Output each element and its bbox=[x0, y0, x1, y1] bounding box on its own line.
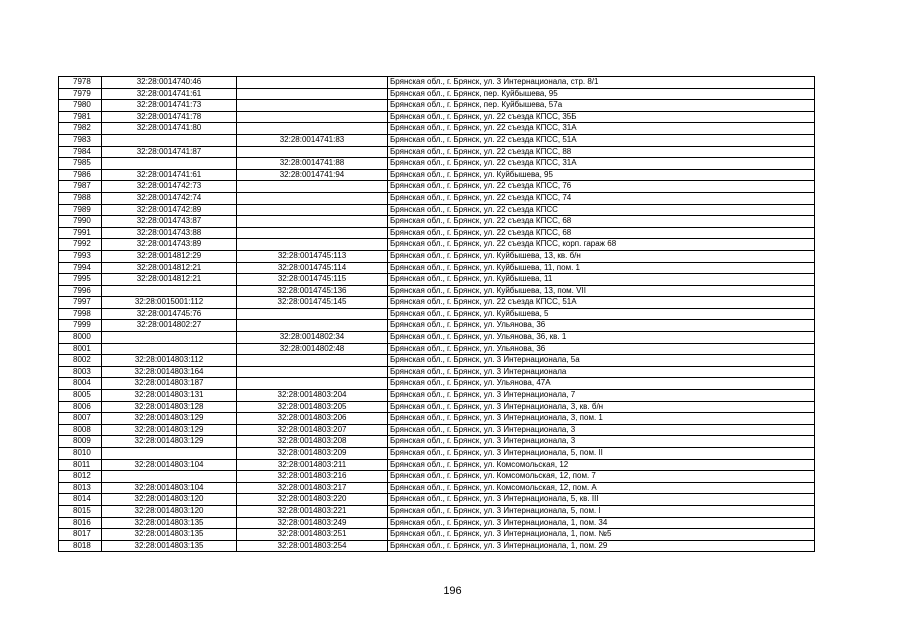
cadastral-number-cell: 32:28:0014803:129 bbox=[102, 424, 237, 436]
row-number-cell: 8009 bbox=[59, 436, 102, 448]
address-cell: Брянская обл., г. Брянск, ул. 3 Интернационала, 3 bbox=[388, 436, 815, 448]
table-row bbox=[59, 192, 815, 204]
table-row bbox=[59, 505, 815, 517]
object-cadastral-number-cell: 32:28:0014745:145 bbox=[237, 297, 388, 309]
table-row bbox=[59, 146, 815, 158]
address-cell: Брянская обл., г. Брянск, ул. 3 Интернационала, стр. 8/1 bbox=[388, 77, 815, 89]
address-cell: Брянская обл., г. Брянск, ул. 22 съезда КПСС, 68 bbox=[388, 216, 815, 228]
row-number-cell: 7999 bbox=[59, 320, 102, 332]
object-cadastral-number-cell bbox=[237, 366, 388, 378]
cadastral-number-cell: 32:28:0014743:88 bbox=[102, 227, 237, 239]
object-cadastral-number-cell: 32:28:0014803:208 bbox=[237, 436, 388, 448]
object-cadastral-number-cell bbox=[237, 123, 388, 135]
cadastral-number-cell: 32:28:0014742:74 bbox=[102, 192, 237, 204]
object-cadastral-number-cell bbox=[237, 100, 388, 112]
address-cell: Брянская обл., г. Брянск, ул. Ульянова, 47А bbox=[388, 378, 815, 390]
address-cell: Брянская обл., г. Брянск, ул. Куйбышева, 13, кв. б/н bbox=[388, 250, 815, 262]
table-row bbox=[59, 100, 815, 112]
cadastral-number-cell bbox=[102, 448, 237, 460]
object-cadastral-number-cell: 32:28:0014803:204 bbox=[237, 390, 388, 402]
address-cell: Брянская обл., г. Брянск, ул. 3 Интернационала, 7 bbox=[388, 390, 815, 402]
address-cell: Брянская обл., г. Брянск, ул. 3 Интернационала, 3, пом. 1 bbox=[388, 413, 815, 425]
address-cell: Брянская обл., г. Брянск, ул. 3 Интернационала, 5, кв. III bbox=[388, 494, 815, 506]
object-cadastral-number-cell: 32:28:0014803:254 bbox=[237, 540, 388, 552]
row-number-cell: 7988 bbox=[59, 192, 102, 204]
cadastral-number-cell: 32:28:0014803:104 bbox=[102, 459, 237, 471]
cadastral-number-cell: 32:28:0014803:129 bbox=[102, 436, 237, 448]
object-cadastral-number-cell bbox=[237, 181, 388, 193]
object-cadastral-number-cell bbox=[237, 227, 388, 239]
table-row bbox=[59, 123, 815, 135]
object-cadastral-number-cell: 32:28:0014803:206 bbox=[237, 413, 388, 425]
object-cadastral-number-cell: 32:28:0014741:94 bbox=[237, 169, 388, 181]
table-row bbox=[59, 343, 815, 355]
object-cadastral-number-cell bbox=[237, 216, 388, 228]
cadastral-number-cell: 32:28:0014803:135 bbox=[102, 517, 237, 529]
object-cadastral-number-cell: 32:28:0014802:48 bbox=[237, 343, 388, 355]
address-cell: Брянская обл., г. Брянск, ул. 22 съезда КПСС, 74 bbox=[388, 192, 815, 204]
table-row bbox=[59, 436, 815, 448]
row-number-cell: 7982 bbox=[59, 123, 102, 135]
cadastral-number-cell: 32:28:0014741:73 bbox=[102, 100, 237, 112]
table-row bbox=[59, 540, 815, 552]
cadastral-number-cell: 32:28:0014741:78 bbox=[102, 111, 237, 123]
object-cadastral-number-cell: 32:28:0014741:88 bbox=[237, 158, 388, 170]
table-row bbox=[59, 297, 815, 309]
address-cell: Брянская обл., г. Брянск, пер. Куйбышева, 57а bbox=[388, 100, 815, 112]
object-cadastral-number-cell: 32:28:0014803:221 bbox=[237, 505, 388, 517]
address-cell: Брянская обл., г. Брянск, пер. Куйбышева, 95 bbox=[388, 88, 815, 100]
page-number: 196 bbox=[443, 585, 462, 597]
cadastral-number-cell: 32:28:0015001:112 bbox=[102, 297, 237, 309]
object-cadastral-number-cell bbox=[237, 192, 388, 204]
address-cell: Брянская обл., г. Брянск, ул. Комсомольская, 12, пом. А bbox=[388, 482, 815, 494]
table-row bbox=[59, 424, 815, 436]
address-cell: Брянская обл., г. Брянск, ул. Ульянова, 36 bbox=[388, 320, 815, 332]
object-cadastral-number-cell: 32:28:0014803:209 bbox=[237, 448, 388, 460]
cadastral-number-cell: 32:28:0014803:112 bbox=[102, 355, 237, 367]
row-number-cell: 7995 bbox=[59, 274, 102, 286]
object-cadastral-number-cell: 32:28:0014741:83 bbox=[237, 134, 388, 146]
row-number-cell: 7979 bbox=[59, 88, 102, 100]
table-row bbox=[59, 77, 815, 89]
row-number-cell: 7990 bbox=[59, 216, 102, 228]
address-cell: Брянская обл., г. Брянск, ул. 22 съезда КПСС, 35Б bbox=[388, 111, 815, 123]
row-number-cell: 8004 bbox=[59, 378, 102, 390]
row-number-cell: 7987 bbox=[59, 181, 102, 193]
address-cell: Брянская обл., г. Брянск, ул. 3 Интернационала, 1, пом. 29 bbox=[388, 540, 815, 552]
address-cell: Брянская обл., г. Брянск, ул. 3 Интернационала, 5а bbox=[388, 355, 815, 367]
cadastral-number-cell: 32:28:0014812:21 bbox=[102, 274, 237, 286]
row-number-cell: 8003 bbox=[59, 366, 102, 378]
row-number-cell: 8018 bbox=[59, 540, 102, 552]
row-number-cell: 7991 bbox=[59, 227, 102, 239]
object-cadastral-number-cell: 32:28:0014745:115 bbox=[237, 274, 388, 286]
table-row bbox=[59, 308, 815, 320]
address-cell: Брянская обл., г. Брянск, ул. Куйбышева, 5 bbox=[388, 308, 815, 320]
object-cadastral-number-cell bbox=[237, 77, 388, 89]
object-cadastral-number-cell: 32:28:0014803:251 bbox=[237, 529, 388, 541]
row-number-cell: 7993 bbox=[59, 250, 102, 262]
row-number-cell: 7985 bbox=[59, 158, 102, 170]
object-cadastral-number-cell bbox=[237, 239, 388, 251]
cadastral-number-cell: 32:28:0014743:87 bbox=[102, 216, 237, 228]
cadastral-number-cell: 32:28:0014803:120 bbox=[102, 505, 237, 517]
table-row bbox=[59, 378, 815, 390]
object-cadastral-number-cell: 32:28:0014745:113 bbox=[237, 250, 388, 262]
table-row bbox=[59, 401, 815, 413]
table-row bbox=[59, 216, 815, 228]
address-cell: Брянская обл., г. Брянск, ул. Куйбышева, 95 bbox=[388, 169, 815, 181]
address-cell: Брянская обл., г. Брянск, ул. 22 съезда КПСС, 51А bbox=[388, 134, 815, 146]
table-row bbox=[59, 517, 815, 529]
cadastral-number-cell: 32:28:0014803:128 bbox=[102, 401, 237, 413]
row-number-cell: 8013 bbox=[59, 482, 102, 494]
cadastral-number-cell: 32:28:0014741:80 bbox=[102, 123, 237, 135]
object-cadastral-number-cell: 32:28:0014745:136 bbox=[237, 285, 388, 297]
object-cadastral-number-cell bbox=[237, 146, 388, 158]
address-cell: Брянская обл., г. Брянск, ул. 3 Интернационала, 1, пом. №5 bbox=[388, 529, 815, 541]
address-cell: Брянская обл., г. Брянск, ул. 3 Интернационала, 5, пом. II bbox=[388, 448, 815, 460]
table-row bbox=[59, 274, 815, 286]
cadastral-number-cell: 32:28:0014803:187 bbox=[102, 378, 237, 390]
cadastral-number-cell: 32:28:0014745:76 bbox=[102, 308, 237, 320]
cadastral-number-cell: 32:28:0014741:61 bbox=[102, 88, 237, 100]
cadastral-number-cell: 32:28:0014740:46 bbox=[102, 77, 237, 89]
cadastral-number-cell: 32:28:0014803:135 bbox=[102, 529, 237, 541]
registry-table-body bbox=[59, 77, 815, 552]
object-cadastral-number-cell bbox=[237, 88, 388, 100]
object-cadastral-number-cell bbox=[237, 355, 388, 367]
row-number-cell: 7998 bbox=[59, 308, 102, 320]
address-cell: Брянская обл., г. Брянск, ул. 22 съезда КПСС, 31А bbox=[388, 158, 815, 170]
table-row bbox=[59, 250, 815, 262]
row-number-cell: 8011 bbox=[59, 459, 102, 471]
row-number-cell: 7986 bbox=[59, 169, 102, 181]
cadastral-number-cell: 32:28:0014741:61 bbox=[102, 169, 237, 181]
cadastral-number-cell: 32:28:0014803:104 bbox=[102, 482, 237, 494]
table-row bbox=[59, 366, 815, 378]
address-cell: Брянская обл., г. Брянск, ул. 3 Интернационала, 3 bbox=[388, 424, 815, 436]
row-number-cell: 8016 bbox=[59, 517, 102, 529]
row-number-cell: 7989 bbox=[59, 204, 102, 216]
cadastral-number-cell bbox=[102, 158, 237, 170]
table-row bbox=[59, 494, 815, 506]
cadastral-number-cell: 32:28:0014741:87 bbox=[102, 146, 237, 158]
cadastral-number-cell: 32:28:0014803:129 bbox=[102, 413, 237, 425]
row-number-cell: 7996 bbox=[59, 285, 102, 297]
table-row bbox=[59, 181, 815, 193]
object-cadastral-number-cell: 32:28:0014803:217 bbox=[237, 482, 388, 494]
table-row bbox=[59, 471, 815, 483]
registry-table bbox=[58, 76, 815, 552]
address-cell: Брянская обл., г. Брянск, ул. 22 съезда КПСС, корп. гараж 68 bbox=[388, 239, 815, 251]
object-cadastral-number-cell bbox=[237, 320, 388, 332]
table-row bbox=[59, 239, 815, 251]
row-number-cell: 7997 bbox=[59, 297, 102, 309]
object-cadastral-number-cell bbox=[237, 308, 388, 320]
cadastral-number-cell: 32:28:0014742:73 bbox=[102, 181, 237, 193]
table-row bbox=[59, 459, 815, 471]
object-cadastral-number-cell: 32:28:0014803:249 bbox=[237, 517, 388, 529]
address-cell: Брянская обл., г. Брянск, ул. Куйбышева, 11, пом. 1 bbox=[388, 262, 815, 274]
row-number-cell: 7984 bbox=[59, 146, 102, 158]
table-row bbox=[59, 320, 815, 332]
object-cadastral-number-cell bbox=[237, 378, 388, 390]
cadastral-number-cell: 32:28:0014742:89 bbox=[102, 204, 237, 216]
table-row bbox=[59, 332, 815, 344]
row-number-cell: 7994 bbox=[59, 262, 102, 274]
address-cell: Брянская обл., г. Брянск, ул. 22 съезда КПСС, 68 bbox=[388, 227, 815, 239]
row-number-cell: 7978 bbox=[59, 77, 102, 89]
address-cell: Брянская обл., г. Брянск, ул. 22 съезда КПСС, 31А bbox=[388, 123, 815, 135]
row-number-cell: 8017 bbox=[59, 529, 102, 541]
object-cadastral-number-cell bbox=[237, 111, 388, 123]
object-cadastral-number-cell: 32:28:0014803:205 bbox=[237, 401, 388, 413]
row-number-cell: 8006 bbox=[59, 401, 102, 413]
row-number-cell: 7981 bbox=[59, 111, 102, 123]
table-row bbox=[59, 448, 815, 460]
cadastral-number-cell: 32:28:0014803:164 bbox=[102, 366, 237, 378]
object-cadastral-number-cell: 32:28:0014803:207 bbox=[237, 424, 388, 436]
row-number-cell: 8015 bbox=[59, 505, 102, 517]
row-number-cell: 8001 bbox=[59, 343, 102, 355]
cadastral-number-cell bbox=[102, 332, 237, 344]
row-number-cell: 7983 bbox=[59, 134, 102, 146]
table-row bbox=[59, 169, 815, 181]
cadastral-number-cell: 32:28:0014743:89 bbox=[102, 239, 237, 251]
table-row bbox=[59, 413, 815, 425]
cadastral-number-cell bbox=[102, 471, 237, 483]
cadastral-number-cell: 32:28:0014803:120 bbox=[102, 494, 237, 506]
object-cadastral-number-cell: 32:28:0014803:220 bbox=[237, 494, 388, 506]
cadastral-number-cell: 32:28:0014802:27 bbox=[102, 320, 237, 332]
table-row bbox=[59, 88, 815, 100]
address-cell: Брянская обл., г. Брянск, ул. Ульянова, 36, кв. 1 bbox=[388, 332, 815, 344]
cadastral-number-cell: 32:28:0014803:131 bbox=[102, 390, 237, 402]
table-row bbox=[59, 134, 815, 146]
table-row bbox=[59, 262, 815, 274]
object-cadastral-number-cell bbox=[237, 204, 388, 216]
table-row bbox=[59, 390, 815, 402]
address-cell: Брянская обл., г. Брянск, ул. 22 съезда КПСС bbox=[388, 204, 815, 216]
row-number-cell: 7980 bbox=[59, 100, 102, 112]
row-number-cell: 8008 bbox=[59, 424, 102, 436]
object-cadastral-number-cell: 32:28:0014745:114 bbox=[237, 262, 388, 274]
object-cadastral-number-cell: 32:28:0014803:211 bbox=[237, 459, 388, 471]
row-number-cell: 8002 bbox=[59, 355, 102, 367]
address-cell: Брянская обл., г. Брянск, ул. 22 съезда КПСС, 88 bbox=[388, 146, 815, 158]
object-cadastral-number-cell: 32:28:0014802:34 bbox=[237, 332, 388, 344]
address-cell: Брянская обл., г. Брянск, ул. Комсомольская, 12, пом. 7 bbox=[388, 471, 815, 483]
table-row bbox=[59, 227, 815, 239]
row-number-cell: 8010 bbox=[59, 448, 102, 460]
cadastral-number-cell: 32:28:0014812:21 bbox=[102, 262, 237, 274]
cadastral-number-cell: 32:28:0014812:29 bbox=[102, 250, 237, 262]
table-row bbox=[59, 482, 815, 494]
address-cell: Брянская обл., г. Брянск, ул. 3 Интернационала, 3, кв. б/н bbox=[388, 401, 815, 413]
table-row bbox=[59, 529, 815, 541]
table-row bbox=[59, 158, 815, 170]
address-cell: Брянская обл., г. Брянск, ул. 3 Интернационала bbox=[388, 366, 815, 378]
row-number-cell: 8007 bbox=[59, 413, 102, 425]
cadastral-number-cell bbox=[102, 134, 237, 146]
table-row bbox=[59, 285, 815, 297]
row-number-cell: 8005 bbox=[59, 390, 102, 402]
address-cell: Брянская обл., г. Брянск, ул. 3 Интернационала, 1, пом. 34 bbox=[388, 517, 815, 529]
row-number-cell: 8012 bbox=[59, 471, 102, 483]
address-cell: Брянская обл., г. Брянск, ул. Куйбышева, 11 bbox=[388, 274, 815, 286]
row-number-cell: 8014 bbox=[59, 494, 102, 506]
address-cell: Брянская обл., г. Брянск, ул. 22 съезда КПСС, 76 bbox=[388, 181, 815, 193]
address-cell: Брянская обл., г. Брянск, ул. 3 Интернационала, 5, пом. I bbox=[388, 505, 815, 517]
address-cell: Брянская обл., г. Брянск, ул. 22 съезда КПСС, 51А bbox=[388, 297, 815, 309]
table-row bbox=[59, 111, 815, 123]
address-cell: Брянская обл., г. Брянск, ул. Комсомольская, 12 bbox=[388, 459, 815, 471]
row-number-cell: 8000 bbox=[59, 332, 102, 344]
address-cell: Брянская обл., г. Брянск, ул. Ульянова, 36 bbox=[388, 343, 815, 355]
row-number-cell: 7992 bbox=[59, 239, 102, 251]
cadastral-number-cell: 32:28:0014803:135 bbox=[102, 540, 237, 552]
cadastral-number-cell bbox=[102, 285, 237, 297]
table-row bbox=[59, 204, 815, 216]
cadastral-number-cell bbox=[102, 343, 237, 355]
object-cadastral-number-cell: 32:28:0014803:216 bbox=[237, 471, 388, 483]
address-cell: Брянская обл., г. Брянск, ул. Куйбышева, 13, пом. VII bbox=[388, 285, 815, 297]
table-row bbox=[59, 355, 815, 367]
